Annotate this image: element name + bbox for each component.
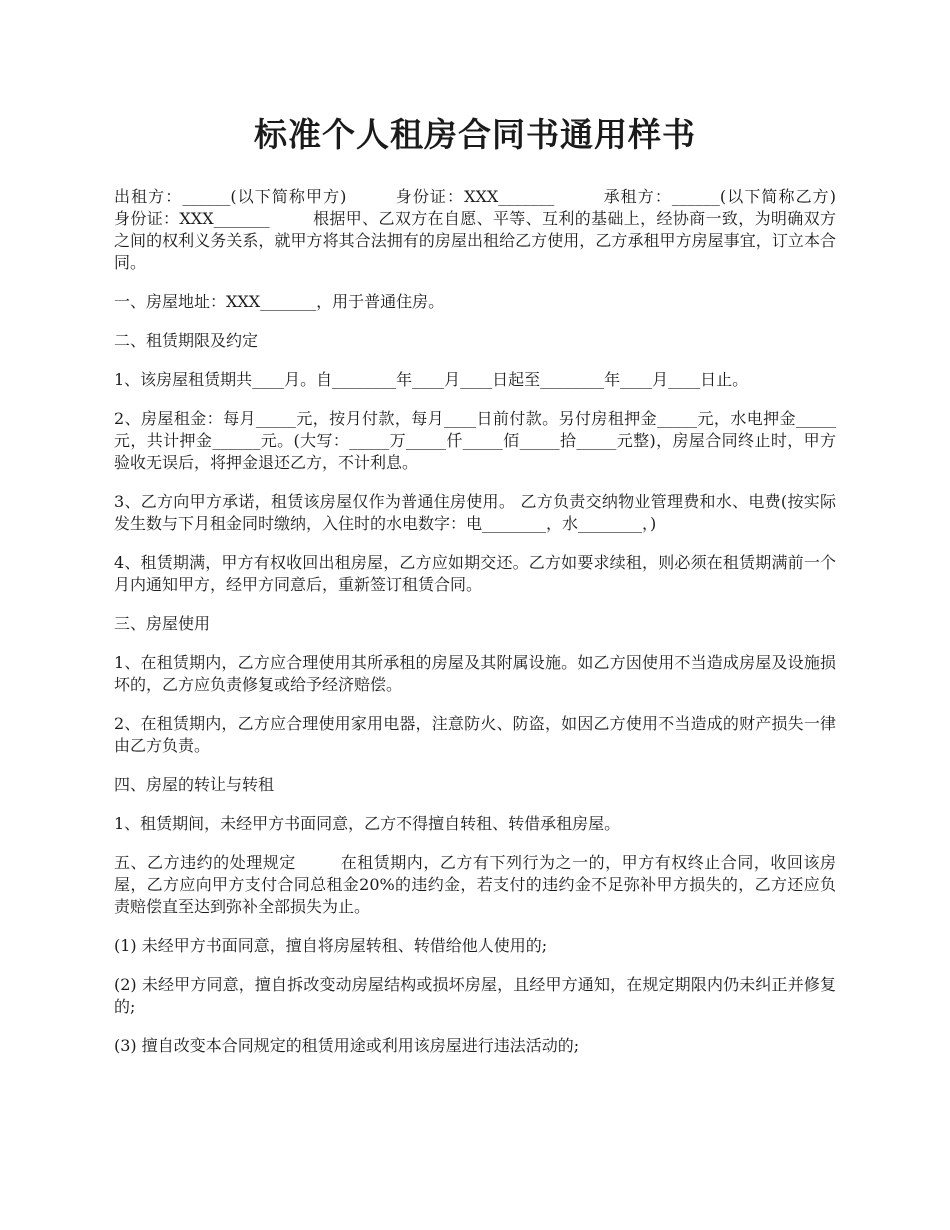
section-4-heading: 四、房屋的转让与转租: [114, 775, 275, 794]
breach-item-3: (3) 擅自改变本合同规定的租赁用途或利用该房屋进行违法活动的;: [114, 1036, 580, 1055]
clause-2-2-rent: 2、房屋租金：每月_____元，按月付款，每月____日前付款。另付房租押金_____元，水电押金_____元，共计押金______元。(大写：_____万_____仟_____佰_____拾_____元整)，房屋合同终止时，甲方验收无误后，将押金退还乙方，不计利息。: [114, 409, 836, 472]
clause-2-3-usage: 3、乙方向甲方承诺，租赁该房屋仅作为普通住房使用。 乙方负责交纳物业管理费和水、电费(按实际发生数与下月租金同时缴纳，入住时的水电数字：电________，水________，): [114, 492, 836, 533]
document-title: 标准个人租房合同书通用样书: [254, 115, 696, 154]
section-2-heading: 二、租赁期限及约定: [114, 331, 259, 350]
clause-3-2-appliances: 2、在租赁期内，乙方应合理使用家用电器，注意防火、防盗，如因乙方使用不当造成的财产损失一律由乙方负责。: [114, 714, 836, 755]
intro-paragraph: 出租方：______(以下简称甲方) 身份证：XXX_______ 承租方：______(以下简称乙方) 身份证：XXX_______ 根据甲、乙双方在自愿、平等、互利的基础上，经协商一致，为明确双方之间的权利义务关系，就甲方将其合法拥有的房屋出租给乙方使用，乙方承租甲方房屋事宜，订立本合同。: [114, 187, 877, 272]
clause-2-4-renewal: 4、租赁期满，甲方有权收回出租房屋，乙方应如期交还。乙方如要求续租，则必须在租赁期满前一个月内通知甲方，经甲方同意后，重新签订租赁合同。: [114, 553, 836, 594]
breach-item-2: (2) 未经甲方同意，擅自拆改变动房屋结构或损坏房屋，且经甲方通知，在规定期限内仍未纠正并修复的;: [114, 975, 836, 1016]
section-3-heading: 三、房屋使用: [114, 614, 211, 633]
clause-4-1-sublet: 1、租赁期间，未经甲方书面同意，乙方不得擅自转租、转借承租房屋。: [114, 814, 621, 833]
breach-item-1: (1) 未经甲方书面同意，擅自将房屋转租、转借给他人使用的;: [114, 936, 548, 955]
clause-2-1-term: 1、该房屋租赁期共____月。自________年____月____日起至________年____月____日止。: [114, 370, 749, 389]
section-5-breach: 五、乙方违约的处理规定 在租赁期内，乙方有下列行为之一的，甲方有权终止合同，收回该房屋，乙方应向甲方支付合同总租金20%的违约金，若支付的违约金不足弥补甲方损失的，乙方还应负责赔偿直至达到弥补全部损失为止。: [114, 853, 836, 916]
section-1-address: 一、房屋地址：XXX_______，用于普通住房。: [114, 292, 445, 311]
clause-3-1-facilities: 1、在租赁期内，乙方应合理使用其所承租的房屋及其附属设施。如乙方因使用不当造成房屋及设施损坏的，乙方应负责修复或给予经济赔偿。: [114, 653, 836, 694]
document-page: [114, 112, 877, 1074]
